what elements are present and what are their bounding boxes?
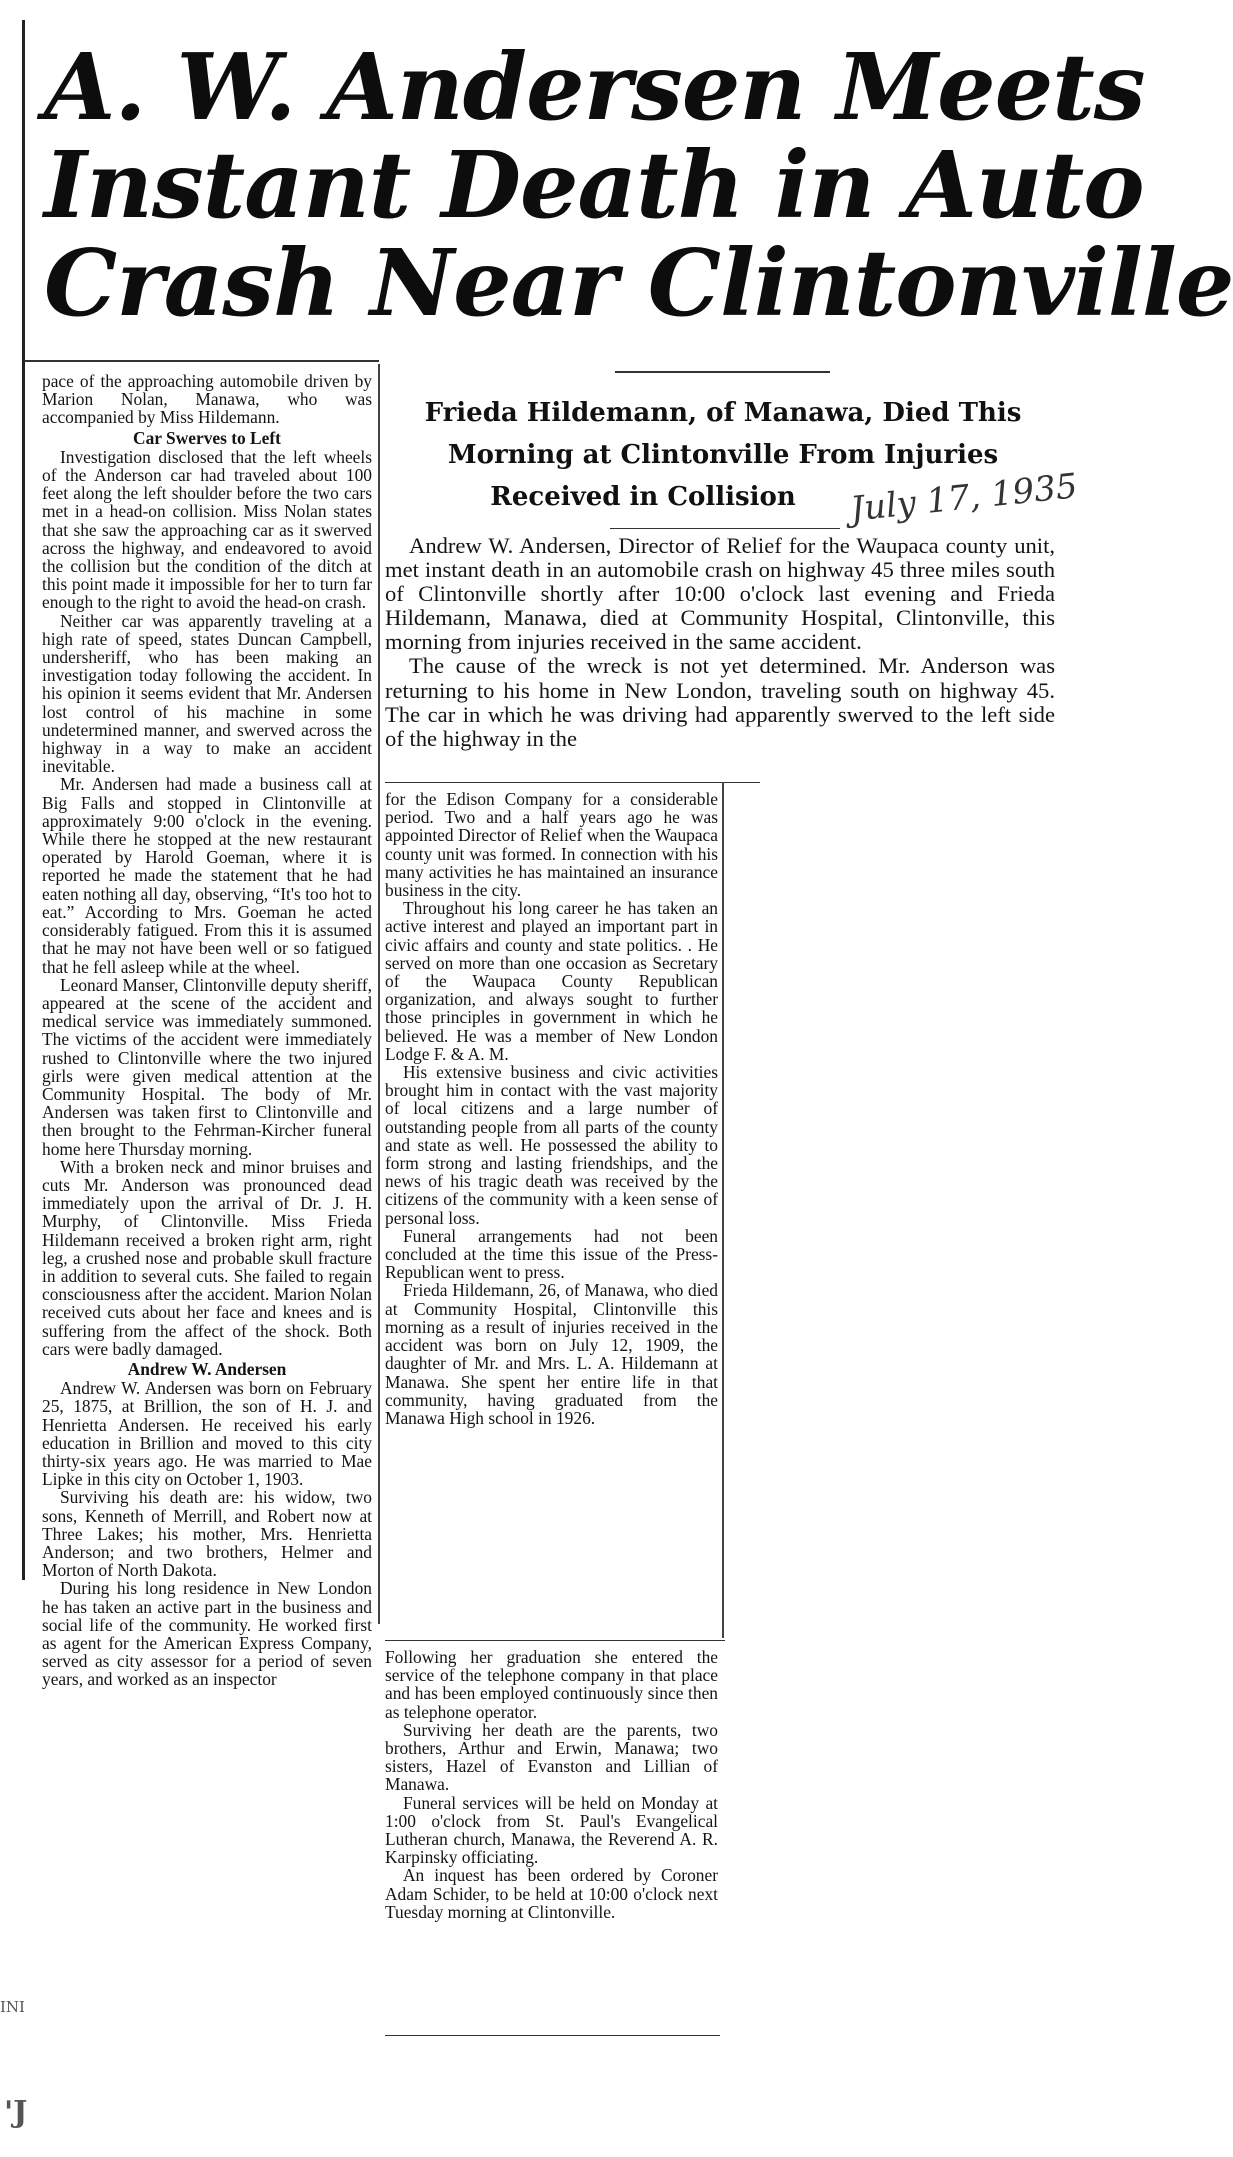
- col1-subheading-car-swerves: Car Swerves to Left: [133, 427, 281, 448]
- col2-paragraph-2: His extensive business and civic activities brought him in contact with the vast majority of local citizens and a large number of outstanding people from all parts of the county and state as well. He possessed the ability to form strong and lasting friendships, and the news of his tragic death was received by the citizens of the community with a keen sense of personal loss.: [385, 1062, 718, 1228]
- column-2-bottom-rule: [385, 1640, 725, 1641]
- col3-paragraph-3: An inquest has been ordered by Coroner Adam Schider, to be held at 10:00 o'clock next Tuesday morning at Clintonville.: [385, 1865, 718, 1922]
- col1-paragraph-7: Surviving his death are: his widow, two sons, Kenneth of Merrill, and Robert now at Three Lakes; his mother, Mrs. Henrietta Anderson; and two brothers, Helmer and Morton of North Dakota.: [42, 1487, 372, 1581]
- lead-bottom-rule: [385, 782, 760, 783]
- deck-line-1: Frieda Hildemann, of Manawa, Died This: [424, 398, 1022, 428]
- col2-paragraph-0: for the Edison Company for a considerable period. Two and a half years ago he was appointed Director of Relief when the Waupaca county unit was formed. In connection with his many activities he has maintained an insurance business in the city.: [385, 789, 718, 901]
- column-3: [385, 1648, 718, 1921]
- deck-top-rule: [615, 371, 830, 373]
- deck-line-2: Morning at Clintonville From Injuries: [447, 440, 999, 470]
- col1-paragraph-0: pace of the approaching automobile driven by Marion Nolan, Manawa, who was accompanied by Miss Hildemann.: [42, 371, 372, 428]
- col2-paragraph-3: Funeral arrangements had not been concluded at the time this issue of the Press-Republican went to press.: [385, 1225, 718, 1283]
- col1-paragraph-1: Investigation disclosed that the left wheels of the Anderson car had traveled about 100 feet along the left shoulder before the two cars met in a head-on collision. Miss Nolan states that she saw the approaching car as it swerved across the highway, and endeavored to avoid the collision but the condition of the ditch at this point made it impossible for her to turn far enough to the right to avoid the head-on crash.: [42, 446, 372, 613]
- headline-underline: [24, 360, 379, 362]
- article-end-rule: [385, 2035, 720, 2036]
- column-divider-2: [722, 782, 724, 1638]
- headline: [44, 33, 1233, 337]
- col3-paragraph-1: Surviving her death are the parents, two brothers, Arthur and Erwin, Manawa; two sisters, Hazel of Evanston and Lillian of Manawa.: [385, 1719, 718, 1795]
- col1-paragraph-5: With a broken neck and minor bruises and cuts Mr. Anderson was pronounced dead immediately upon the arrival of Dr. J. H. Murphy, of Clintonville. Miss Frieda Hildemann received a broken right arm, right leg, a crushed nose and probable skull fracture in addition to several cuts. She failed to regain consciousness after the accident. Marion Nolan received cuts about her face and knees and is suffering from the affect of the shock. Both cars were badly damaged.: [42, 1156, 372, 1359]
- column-2: [385, 790, 718, 1427]
- deck-bottom-rule: [610, 528, 840, 529]
- headline-line-2: Instant Death in Auto: [44, 131, 1144, 239]
- col3-paragraph-0: Following her graduation she entered the service of the telephone company in that place and has been employed continuously since then as telephone operator.: [385, 1647, 718, 1722]
- col3-paragraph-2: Funeral services will be held on Monday at 1:00 o'clock from St. Paul's Evangelical Lutheran church, Manawa, the Reverend A. R. Karpinsky officiating.: [385, 1792, 718, 1868]
- col1-paragraph-3: Mr. Andersen had made a business call at Big Falls and stopped in Clintonville at approximately 9:00 o'clock in the evening. While there he stopped at the new restaurant operated by Harold Goeman, where it is reported he made the statement that he had eaten nothing all day, observing, “It's too hot to eat.” According to Mrs. Goeman he acted considerably fatigued. From this it is assumed that he may not have been well or so fatigued that he fell asleep while at the wheel.: [42, 774, 372, 977]
- column-divider-1: [378, 364, 380, 1624]
- col1-paragraph-6: Andrew W. Andersen was born on February 25, 1875, at Brillion, the son of H. J. and Henrietta Andersen. He received his early education in Brillion and moved to this city thirty-six years ago. He was married to Mae Lipke in this city on October 1, 1903.: [42, 1378, 372, 1490]
- margin-mark-bottom: 'J: [4, 2095, 28, 2130]
- margin-mark-mid: INI: [0, 1998, 25, 2016]
- left-border-rule: [22, 20, 25, 1580]
- col1-paragraph-2: Neither car was apparently traveling at a high rate of speed, states Duncan Campbell, undersheriff, who has been making an investigation today following the accident. In his opinion it seems evident that Mr. Andersen lost control of his machine in some undetermined manner, and swerved across the highway in a way to make an accident inevitable.: [42, 610, 372, 777]
- headline-line-1: A. W. Andersen Meets: [44, 33, 1145, 141]
- lead-paragraph-1: Andrew W. Andersen, Director of Relief for the Waupaca county unit, met instant death in an automobile crash on highway 45 three miles south of Clintonville shortly after 10:00 o'clock last evening and Frieda Hildemann, Manawa, died at Community Hospital, Clintonville, this morning from injuries received in the same accident.: [385, 533, 1055, 655]
- col1-subheading-andersen: Andrew W. Andersen: [127, 1358, 287, 1379]
- col1-paragraph-4: Leonard Manser, Clintonville deputy sheriff, appeared at the scene of the accident and medical service was immediately summoned. The victims of the accident were immediately rushed to Clintonville where the two injured girls were given medical attention at the Community Hospital. The body of Mr. Andersen was taken first to Clintonville and then brought to the Fehrman-Kircher funeral home here Thursday morning.: [42, 974, 372, 1159]
- col2-paragraph-1: Throughout his long career he has taken an active interest and played an important part in civic affairs and county and state politics. . He served on more than one occasion as Secretary of the Waupaca County Republican organization, and always sought to further those principles in government in which he believed. He was a member of New London Lodge F. & A. M.: [385, 898, 718, 1064]
- lead-paragraphs: [385, 534, 1055, 751]
- column-1: [42, 372, 372, 1689]
- handwritten-date: July 17, 1935: [848, 466, 1080, 530]
- lead-paragraph-2: The cause of the wreck is not yet determined. Mr. Anderson was returning to his home in New London, traveling south on highway 45. The car in which he was driving had apparently swerved to the left side of the highway in the: [385, 653, 1055, 751]
- headline-line-3: Crash Near Clintonville: [44, 229, 1233, 337]
- deck-line-3: Received in Collision: [490, 482, 796, 512]
- col1-paragraph-8: During his long residence in New London he has taken an active part in the business and social life of the community. He worked first as agent for the American Express Company, served as city assessor for a period of seven years, and worked as an inspector: [42, 1578, 372, 1690]
- col2-paragraph-4: Frieda Hildemann, 26, of Manawa, who died at Community Hospital, Clintonville this morning as a result of injuries received in the accident was born on July 12, 1909, the daughter of Mr. and Mrs. L. A. Hildemann at Manawa. She spent her entire life in that community, having graduated from the Manawa High school in 1926.: [385, 1280, 718, 1428]
